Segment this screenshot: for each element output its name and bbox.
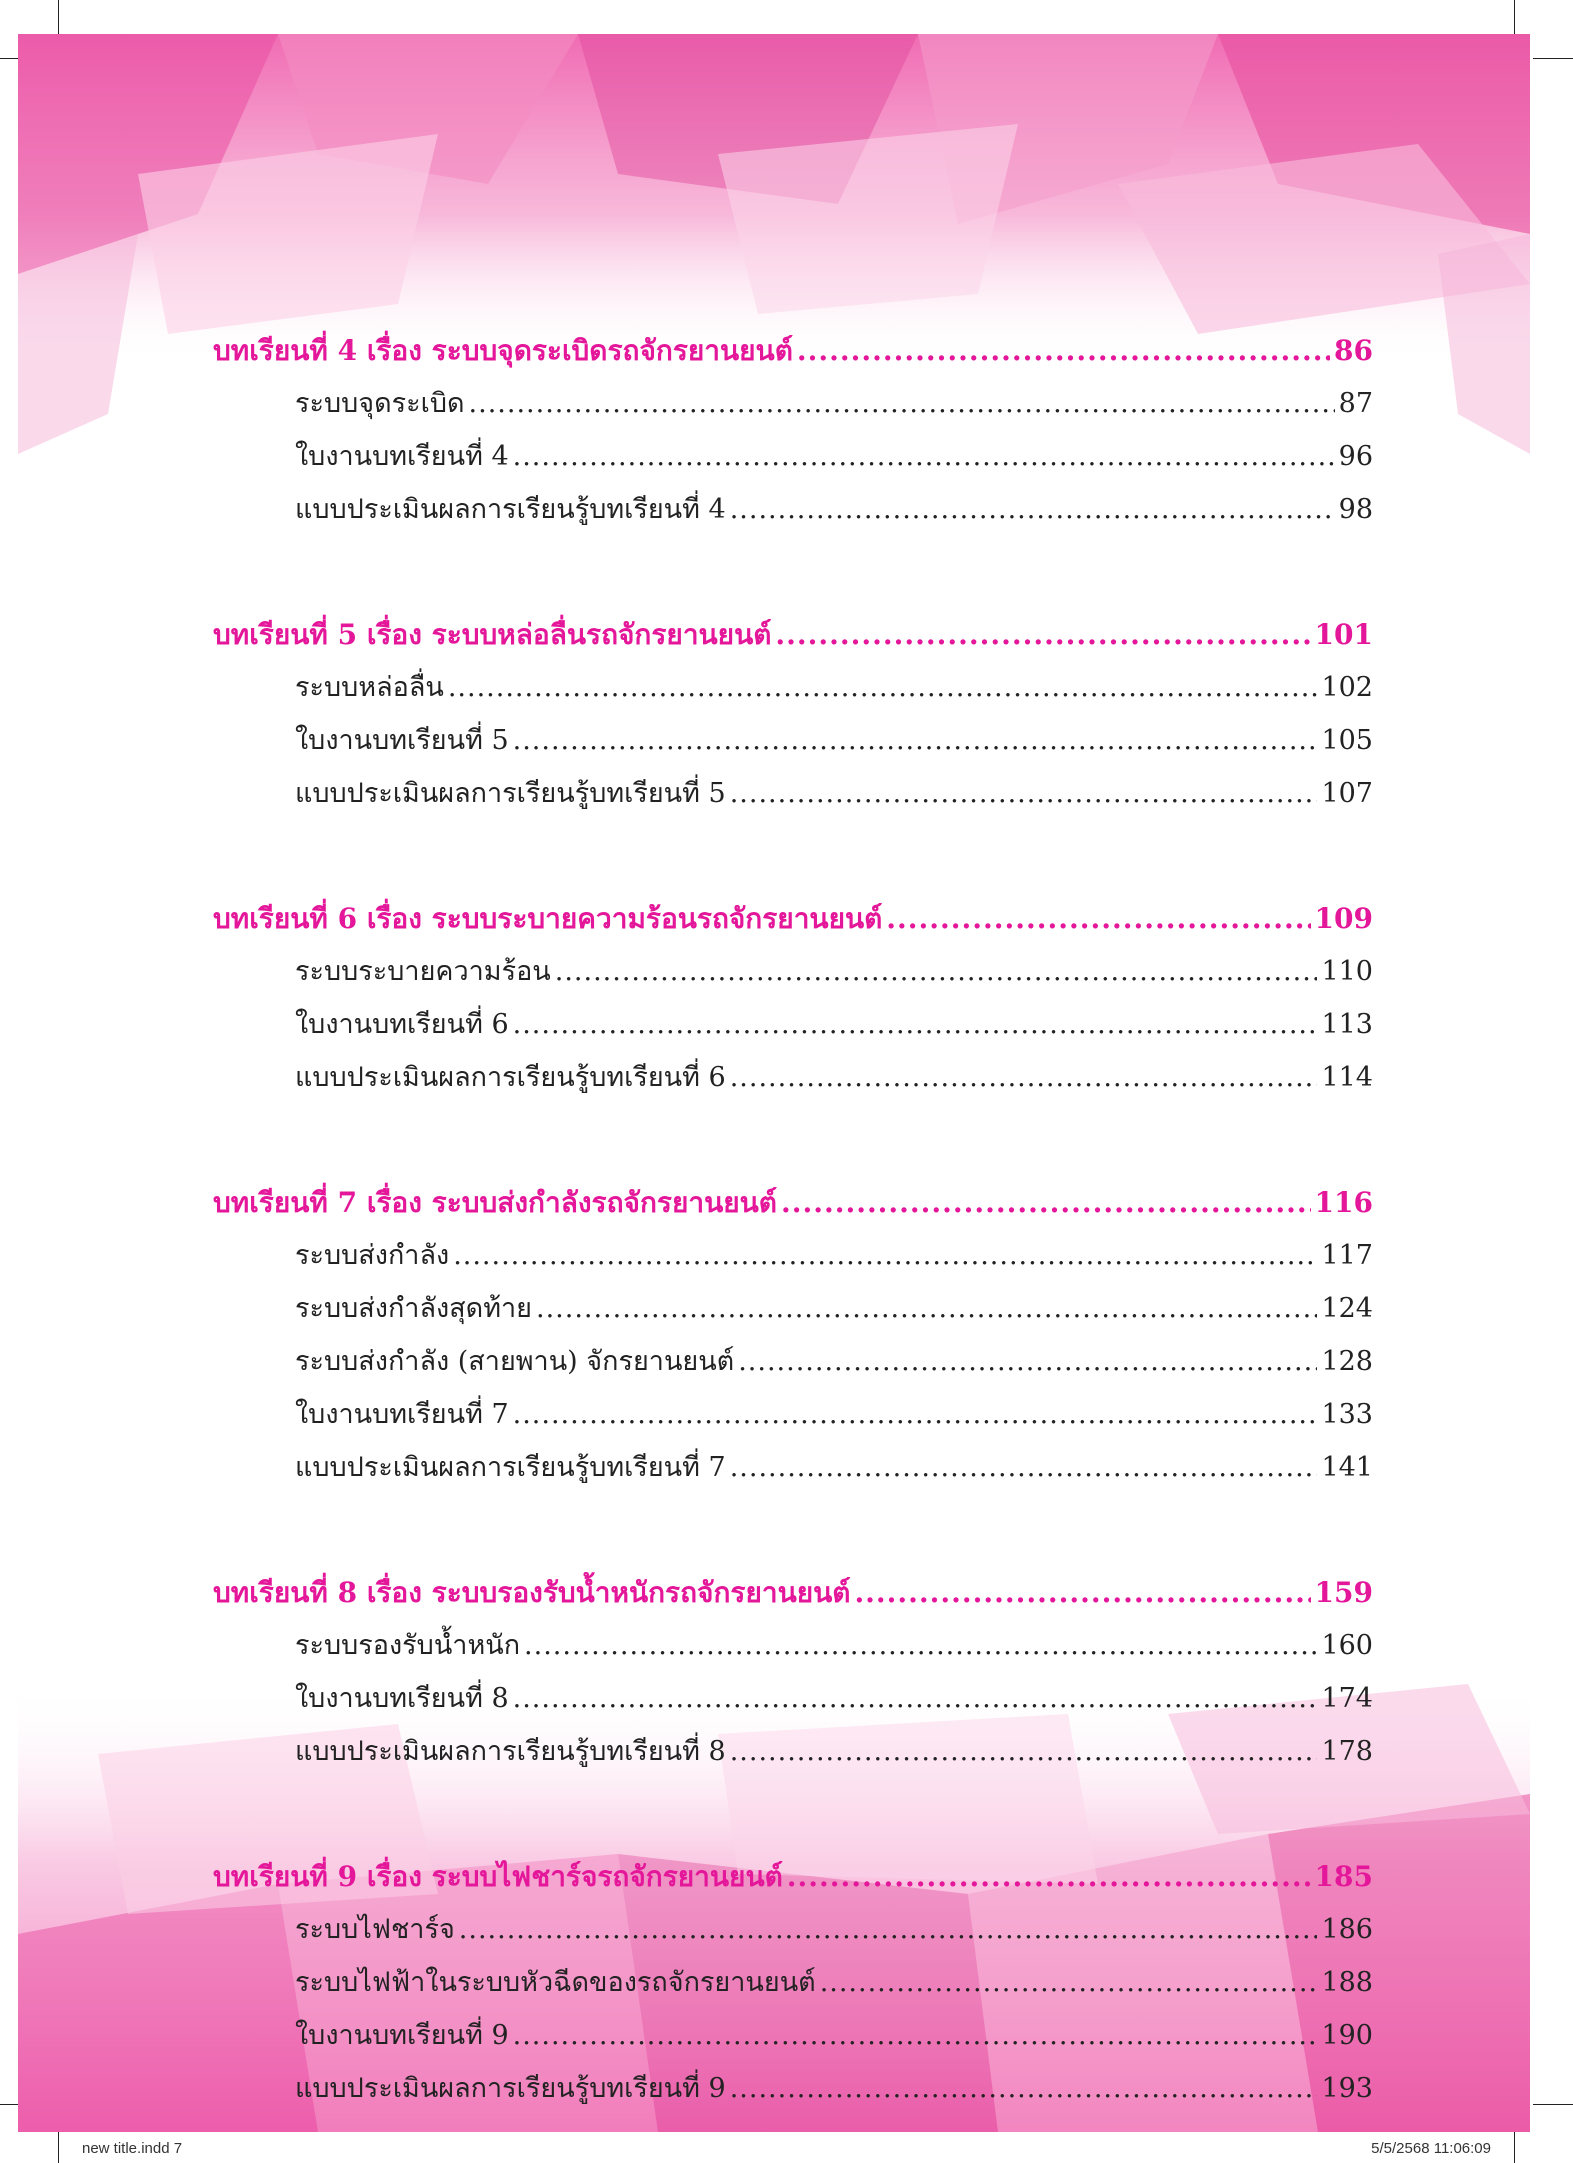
toc-section	[213, 608, 1373, 820]
page-number: 193	[1321, 2073, 1373, 2104]
toc-entry	[213, 1441, 1373, 1494]
dot-leader	[797, 324, 1330, 377]
book-page	[18, 34, 1530, 2132]
dot-leader	[513, 1672, 1318, 1725]
page-number: 160	[1321, 1630, 1373, 1661]
toc-entry	[213, 1956, 1373, 2009]
page-number: 87	[1338, 388, 1373, 419]
toc-entry	[213, 377, 1373, 430]
dot-leader	[513, 714, 1318, 767]
toc-entry-title: แบบประเมินผลการเรียนรู้บทเรียนที่ 6	[295, 1062, 726, 1093]
dot-leader	[524, 1619, 1317, 1672]
toc-entry	[213, 1335, 1373, 1388]
toc-entry	[213, 430, 1373, 483]
page-number: 105	[1321, 725, 1373, 756]
page-number: 133	[1321, 1399, 1373, 1430]
toc-entry-title: ใบงานบทเรียนที่ 9	[295, 2020, 509, 2051]
toc-section	[213, 1850, 1373, 2115]
toc-entry	[213, 483, 1373, 536]
dot-leader	[453, 1229, 1317, 1282]
page-number: 113	[1321, 1009, 1373, 1040]
dot-leader	[730, 1441, 1318, 1494]
page-number: 86	[1334, 334, 1373, 367]
page-number: 141	[1321, 1452, 1373, 1483]
toc-entry-title: แบบประเมินผลการเรียนรู้บทเรียนที่ 7	[295, 1452, 726, 1483]
page-number: 190	[1321, 2020, 1373, 2051]
dot-leader	[730, 1051, 1318, 1104]
toc-entry	[213, 1619, 1373, 1672]
page-number: 117	[1321, 1240, 1373, 1271]
toc-entry	[213, 767, 1373, 820]
toc-chapter-heading	[213, 608, 1373, 661]
toc-entry-title: แบบประเมินผลการเรียนรู้บทเรียนที่ 5	[295, 778, 726, 809]
page-number: 128	[1321, 1346, 1373, 1377]
dot-leader	[459, 1903, 1318, 1956]
toc-entry	[213, 661, 1373, 714]
dot-leader	[513, 998, 1318, 1051]
toc-entry-title: ระบบจุดระเบิด	[295, 388, 465, 419]
page-number: 102	[1321, 672, 1373, 703]
toc-entry-title: ระบบหล่อลื่น	[295, 672, 444, 703]
page-number: 186	[1321, 1914, 1373, 1945]
crop-mark	[1514, 0, 1515, 38]
dot-leader	[730, 1725, 1318, 1778]
page-number: 107	[1321, 778, 1373, 809]
page-number: 188	[1321, 1967, 1373, 1998]
toc-entry	[213, 945, 1373, 998]
page-number: 178	[1321, 1736, 1373, 1767]
toc-entry-title: แบบประเมินผลการเรียนรู้บทเรียนที่ 4	[295, 494, 726, 525]
dot-leader	[820, 1956, 1318, 2009]
toc-entry	[213, 1051, 1373, 1104]
toc-chapter-heading	[213, 324, 1373, 377]
toc-entry-title: ระบบส่งกำลัง (สายพาน) จักรยานยนต์	[295, 1346, 735, 1377]
dot-leader	[513, 430, 1335, 483]
toc-entry	[213, 2009, 1373, 2062]
page-number: 116	[1314, 1186, 1373, 1219]
dot-leader	[730, 2062, 1318, 2115]
page-number: 124	[1321, 1293, 1373, 1324]
toc-entry	[213, 1282, 1373, 1335]
dot-leader	[787, 1850, 1311, 1903]
dot-leader	[513, 1388, 1318, 1441]
table-of-contents	[213, 324, 1373, 2115]
toc-chapter-heading	[213, 1566, 1373, 1619]
toc-chapter-heading	[213, 1176, 1373, 1229]
dot-leader	[513, 2009, 1318, 2062]
toc-entry	[213, 714, 1373, 767]
toc-entry	[213, 1388, 1373, 1441]
dot-leader	[775, 608, 1310, 661]
toc-chapter-heading-title: บทเรียนที่ 5 เรื่อง ระบบหล่อลื่นรถจักรยานยนต์	[213, 618, 772, 651]
toc-chapter-heading	[213, 892, 1373, 945]
toc-section	[213, 1176, 1373, 1494]
dot-leader	[886, 892, 1310, 945]
dot-leader	[730, 767, 1318, 820]
toc-section	[213, 324, 1373, 536]
dot-leader	[738, 1335, 1317, 1388]
crop-mark	[1533, 58, 1573, 59]
toc-entry	[213, 2062, 1373, 2115]
dot-leader	[536, 1282, 1317, 1335]
toc-chapter-heading-title: บทเรียนที่ 9 เรื่อง ระบบไฟชาร์จรถจักรยานยนต์	[213, 1860, 783, 1893]
page-number: 174	[1321, 1683, 1373, 1714]
toc-chapter-heading-title: บทเรียนที่ 8 เรื่อง ระบบรองรับน้ำหนักรถจักรยานยนต์	[213, 1576, 851, 1609]
footer-timestamp: 5/5/2568 11:06:09	[1371, 2140, 1491, 2157]
toc-chapter-heading-title: บทเรียนที่ 7 เรื่อง ระบบส่งกำลังรถจักรยานยนต์	[213, 1186, 777, 1219]
toc-entry-title: แบบประเมินผลการเรียนรู้บทเรียนที่ 9	[295, 2073, 726, 2104]
toc-entry	[213, 1672, 1373, 1725]
dot-leader	[448, 661, 1318, 714]
toc-entry-title: ใบงานบทเรียนที่ 4	[295, 441, 509, 472]
toc-entry-title: ใบงานบทเรียนที่ 5	[295, 725, 509, 756]
toc-entry-title: ใบงานบทเรียนที่ 6	[295, 1009, 509, 1040]
toc-entry-title: ระบบไฟชาร์จ	[295, 1914, 455, 1945]
dot-leader	[781, 1176, 1311, 1229]
dot-leader	[469, 377, 1335, 430]
toc-entry	[213, 1229, 1373, 1282]
toc-entry-title: แบบประเมินผลการเรียนรู้บทเรียนที่ 8	[295, 1736, 726, 1767]
toc-entry-title: ระบบส่งกำลังสุดท้าย	[295, 1293, 532, 1324]
toc-entry-title: ใบงานบทเรียนที่ 8	[295, 1683, 509, 1714]
page-number: 96	[1338, 441, 1373, 472]
page-number: 185	[1314, 1860, 1373, 1893]
page-number: 114	[1321, 1062, 1373, 1093]
toc-section	[213, 1566, 1373, 1778]
toc-entry	[213, 1725, 1373, 1778]
toc-entry-title: ใบงานบทเรียนที่ 7	[295, 1399, 509, 1430]
toc-chapter-heading	[213, 1850, 1373, 1903]
toc-chapter-heading-title: บทเรียนที่ 4 เรื่อง ระบบจุดระเบิดรถจักรยานยนต์	[213, 334, 793, 367]
toc-section	[213, 892, 1373, 1104]
toc-entry-title: ระบบระบายความร้อน	[295, 956, 551, 987]
dot-leader	[555, 945, 1318, 998]
toc-entry-title: ระบบไฟฟ้าในระบบหัวฉีดของรถจักรยานยนต์	[295, 1967, 816, 1998]
dot-leader	[854, 1566, 1310, 1619]
page-number: 109	[1314, 902, 1373, 935]
toc-entry-title: ระบบรองรับน้ำหนัก	[295, 1630, 521, 1661]
crop-mark	[1533, 2104, 1573, 2105]
footer-file-label: new title.indd 7	[82, 2140, 183, 2157]
toc-entry	[213, 1903, 1373, 1956]
page-number: 98	[1338, 494, 1373, 525]
crop-mark	[58, 0, 59, 38]
page-number: 159	[1314, 1576, 1373, 1609]
dot-leader	[730, 483, 1335, 536]
toc-chapter-heading-title: บทเรียนที่ 6 เรื่อง ระบบระบายความร้อนรถจักรยานยนต์	[213, 902, 883, 935]
toc-entry-title: ระบบส่งกำลัง	[295, 1240, 450, 1271]
page-number: 101	[1314, 618, 1373, 651]
page-number: 110	[1321, 956, 1373, 987]
toc-entry	[213, 998, 1373, 1051]
